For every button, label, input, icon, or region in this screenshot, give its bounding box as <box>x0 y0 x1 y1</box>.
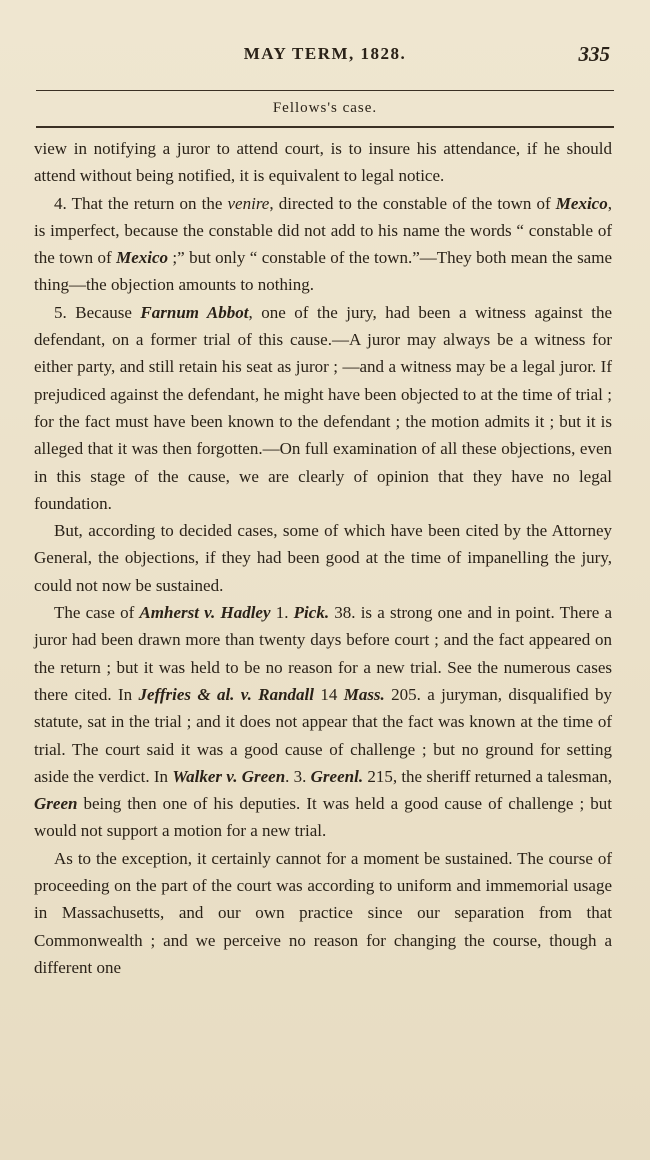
emphasized-text: Greenl. <box>310 766 364 786</box>
paragraph-text: 205. a juryman, disqualified by statute, sat in the trial ; and it does not appear that the fact was known at the time of trial. The court said it was a good cause of challenge ; but no ground for setting aside the verdict. In <box>34 684 612 786</box>
paragraph-text: , directed to the constable of the town of <box>269 193 556 213</box>
emphasized-text: Mexico <box>555 193 608 213</box>
paragraph <box>34 190 612 299</box>
paragraph <box>34 135 612 190</box>
paragraph-text: being then one of his deputies. It was held a good cause of challenge ; but would not support a motion for a new trial. <box>34 794 612 841</box>
paragraph <box>34 599 612 845</box>
paragraph-text: ;” but only “ constable of the town.”—They both mean the same thing—the objection amounts to nothing. <box>34 248 612 295</box>
paragraph-text: , is imperfect, because the constable did not add to his name the words “ constable of the town of <box>34 193 612 268</box>
emphasized-text: Walker v. Green <box>172 766 286 786</box>
running-title: MAY TERM, 1828. <box>243 44 407 63</box>
paragraph-text: The case of <box>54 603 140 623</box>
paragraph-text: 14 <box>314 684 344 704</box>
emphasized-text: Mexico <box>116 248 169 268</box>
paragraph-text: view in notifying a juror to attend court, is to insure his attendance, if he should attend without being notified, it is equivalent to legal notice. <box>34 139 612 186</box>
emphasized-text: Jeffries & al. v. Randall <box>138 684 315 704</box>
emphasized-text: Pick. <box>293 603 330 623</box>
paragraph <box>34 299 612 517</box>
paragraph-text: 1. <box>270 603 294 623</box>
emphasized-text: venire <box>227 193 270 213</box>
page-header <box>0 44 650 70</box>
paragraph-text: 5. Because <box>54 302 141 322</box>
paragraph-text: . 3. <box>285 766 311 786</box>
emphasized-text: Mass. <box>343 684 385 704</box>
paragraph-text: 215, the sheriff returned a talesman, <box>363 766 613 786</box>
body-text <box>34 135 612 981</box>
case-title: Fellows's case. <box>272 100 378 116</box>
paragraph <box>34 517 612 599</box>
header-rule-top <box>36 90 614 91</box>
paragraph-text: 38. is a strong one and in point. There a juror had been drawn more than twenty days before court ; and the fact appeared on the return ; but it was held to be no reason for a new trial. See the numerous cases there cited. In <box>34 603 613 704</box>
emphasized-text: Green <box>34 794 78 814</box>
page-number: 335 <box>578 42 610 66</box>
header-rule-bottom <box>36 126 614 128</box>
paragraph <box>34 845 612 981</box>
paragraph-text: But, according to decided cases, some of which have been cited by the Attorney General, the objections, if they had been good at the time of impanelling the jury, could not now be sustained. <box>34 521 612 595</box>
emphasized-text: Farnum Abbot <box>140 302 249 322</box>
paragraph-text: As to the exception, it certainly cannot for a moment be sustained. The course of proceeding on the part of the court was according to uniform and immemorial usage in Massachusetts, and our own practice since our separation from that Commonwealth ; and we perceive no reason for changing the course, though a different one <box>34 848 612 977</box>
paragraph-text: 4. That the return on the <box>54 193 228 213</box>
paragraph-text: , one of the jury, had been a witness against the defendant, on a former trial of this cause.—A juror may always be a witness for either party, and still retain his seat as juror ; —and a witness may be a legal juror. If prejudiced against the defendant, he might have been objected to at the time of trial ; for the fact must have been known to the defendant ; the motion admits it ; but it is alleged that it was then forgotten.—On full examination of all these objections, even in this stage of the cause, we are clearly of opinion that they have no legal foundation. <box>34 302 612 513</box>
emphasized-text: Amherst v. Hadley <box>139 603 271 623</box>
